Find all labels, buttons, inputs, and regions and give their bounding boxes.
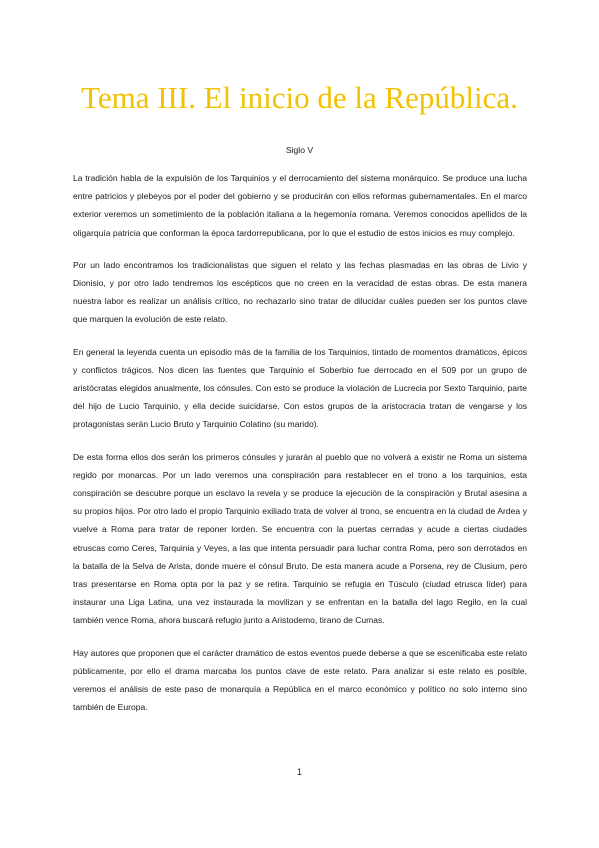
body-text [73, 169, 527, 730]
page-number: 1 [296, 767, 302, 777]
paragraph: Hay autores que proponen que el carácter dramático de estos eventos puede deberse a que se escenificaba este relato públicamente, por ello el drama marcaba los puntos clave de este relato. Para analizar si este relato es posible, veremos el análisis de este paso de monarquía a República en el marco económico y político no solo interno sino también de Europa. [73, 647, 527, 713]
section-subtitle: Siglo V [285, 145, 314, 155]
paragraph: Por un lado encontramos los tradicionalistas que siguen el relato y las fechas plasmadas en las obras de Livio y Dionisio, y por otro lado tendremos los escépticos que no creen en la veracidad de estas obras. De esta manera nuestra labor es realizar un análisis crítico, no rechazarlo sino tratar de dilucidar cuáles pueden ser los puntos clave que marquen la evolución de este relato. [73, 259, 527, 325]
paragraph: La tradición habla de la expulsión de los Tarquinios y el derrocamiento del sistema monárquico. Se produce una lucha entre patricios y plebeyos por el poder del gobierno y se producirán con ellos reformas gubernamentales. En el marco exterior veremos un sometimiento de la población italiana a la hegemonía romana. Veremos conocidos apellidos de la oligarquía patricia que conforman la época tardorrepublicana, por lo que el estudio de estos inicios es muy complejo. [73, 173, 527, 238]
paragraph: En general la leyenda cuenta un episodio más de la familia de los Tarquinios, tintado de momentos dramáticos, épicos y conflictos trágicos. Nos dicen las fuentes que Tarquinio el Soberbio fue derrocado en el 509 por un grupo de aristócratas elegidos anualmente, los cónsules. Con esto se produce la violación de Lucrecia por Sexto Tarquinio, parte del hijo de Lucio Tarquinio, y ella decide suicidarse. Con estos grupos de la aristocracia tratan de vengarse y los protagonistas serán Lucio Bruto y Tarquinio Colatino (su marido). [73, 346, 527, 430]
paragraph: De esta forma ellos dos serán los primeros cónsules y jurarán al pueblo que no volverá a existir ne Roma un sistema regido por monarcas. Por un lado veremos una conspiración para restablecer en el trono a los tarquinios, esta conspiración se descubre porque un esclavo la revela y se produce la ejecución de la conspiración y Brutal asesina a su propios hijos. Por otro lado el propio Tarquinio exiliado trata de volver al trono, se encuentra en la ciudad de Ardea y vuelve a Roma para tratar de reponer lorden. Se encuentra con la puertas cerradas y acude a ciertas ciudades etruscas como Ceres, Tarquinia y Veyes, a las que intenta persuadir para luchar contra Roma, pero son derrotados en la batalla de la Selva de Arista, donde muere el cónsul Bruto. De esta manera acude a Porsena, rey de Clusium, pero tras presentarse en Roma opta por la paz y se retira. Tarquinio se refugia en Túsculo (ciudad etrusca líder) para instaurar una Liga Latina, una vez instaurada la movilizan y se enfrentan en la batalla del lago Regilo, en la cual también vence Roma, ahora buscará refugio junto a Aristodemo, tirano de Cumas. [73, 451, 527, 626]
page-title: Tema III. El inicio de la República. [81, 80, 518, 115]
